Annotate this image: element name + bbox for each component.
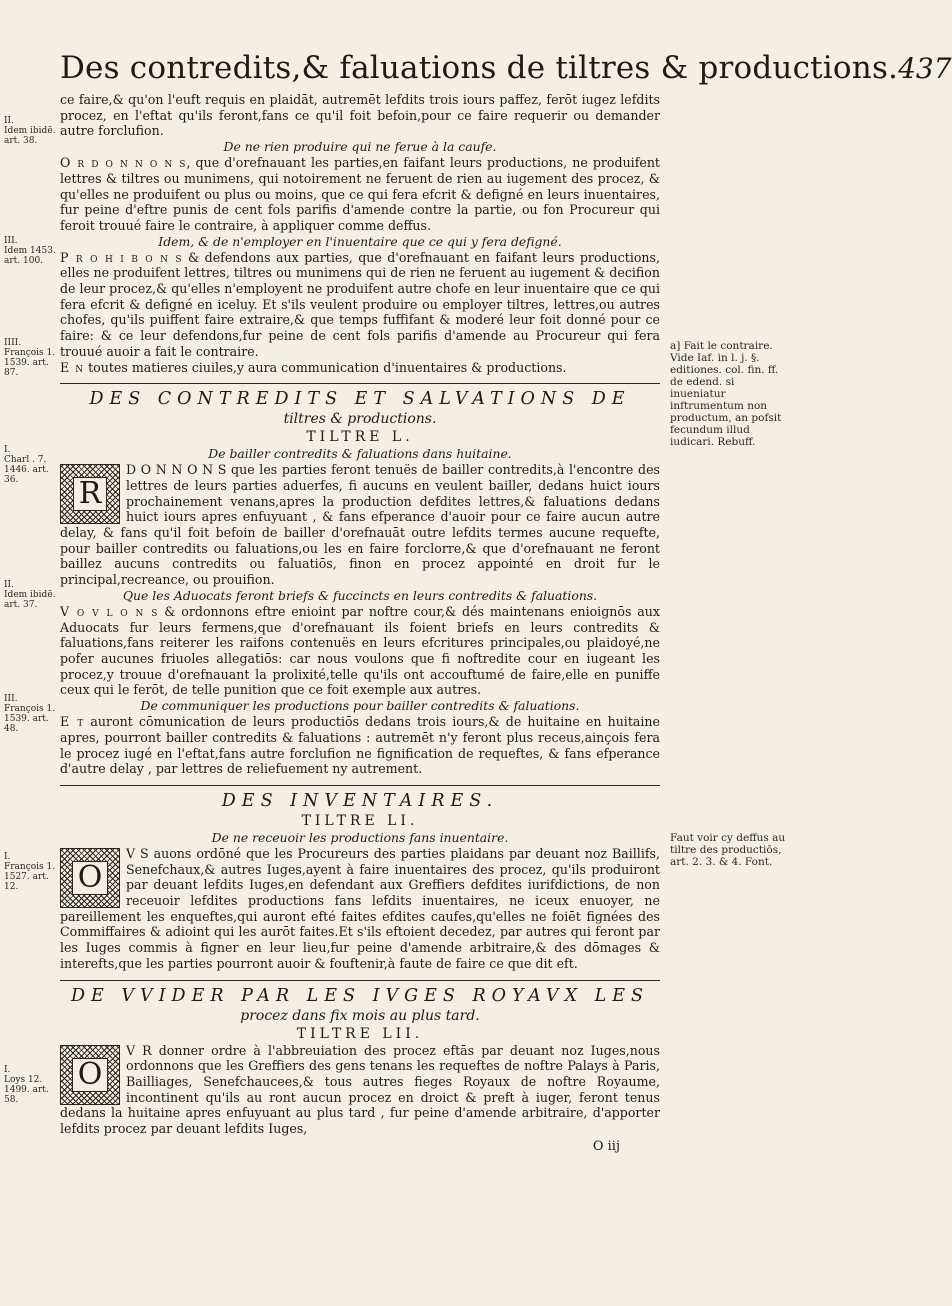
- section-number: TILTRE L.: [306, 429, 414, 446]
- paragraph: P r o h i b o n s & defendons aux parties, que d'orefnauant en faifant leurs productions, elles ne produifent lettres, tiltres ou munimens qui de rien ne feruent au iugement & decifion de leur procez,& qu'elles n'employent ne produifent autre chofe en leur inuentaire que ce qui fera efcrit & defigné en iceluy. Et s'ils veulent produire ou employer tiltres, lettres,ou autres chofes, qu'ils puiffent faire extraire,& que temps fuffifant & moderé leur foit donné pour ce faire: & ce leur defendons,fur peine de cent fols parifis d'amende au Procureur qui fera trouué auoir a fait le contraire.: [60, 249, 661, 359]
- margin-note: I. Loys 12. 1499. art. 58.: [4, 1065, 49, 1105]
- paragraph: O r d o n n o n s, que d'orefnauant les parties,en faifant leurs productions, ne produifent lettres & tiltres ou munimens, qui notoirement ne feruent de rien au iugement des procez, & qu'elles ne produifent ou plus ou moins, que ce qui fera efcrit & defigné en leurs inuentaires, fur peine d'eftre punis de cent fols parifis d'amende contre la partie, ou fon Procureur qui feroit trouué faire le contraire, à appliquer comme deffus.: [60, 155, 660, 233]
- paragraph: D O N N O N S que les parties feront tenuës de bailler contredits,à l'encontre des lettres de leurs parties aduerfes, fi aucuns en veulent bailler, dedans huict iours prochainement venans,apres la production defdites lettres,& faluations dedans huict iours apres enfuyuant , & fans efperance d'auoir pour ce faire aucun autre delay, & fans qu'il foit befoin de bailler d'orefnauāt outre lefdits termes aucune requefte, pour bailler contredits ou faluations,ou les en faire forclorre,& que d'orefnauant ne feront baillez aucuns contredits ou faluatiōs, finon en procez appointé en droit fur le principal,recreance, ou prouifion.: [60, 462, 660, 588]
- margin-note: II. Idem ibidē. art. 38.: [4, 116, 56, 146]
- rubric: De bailler contredits & faluations dans huitaine.: [208, 446, 512, 462]
- section-number: TILTRE LI.: [301, 812, 419, 829]
- section-rule: [60, 785, 660, 786]
- section-subtitle: tiltres & productions.: [283, 411, 437, 428]
- rubric: De ne receuoir les productions fans inuentaire.: [211, 829, 509, 845]
- rubric: De ne rien produire qui ne ferue à la caufe.: [223, 139, 497, 155]
- paragraph-with-initial: [60, 846, 660, 972]
- margin-note: II. Idem ibidē. art. 37.: [4, 580, 56, 610]
- margin-note: I. François 1. 1527. art. 12.: [4, 852, 56, 892]
- folio-number: 437: [898, 52, 952, 85]
- paragraph: V R donner ordre à l'abbreuiation des procez eftās par deuant noz Iuges,nous ordonnons que les Greffiers des gens tenans les requeftes de noftre Palays à Paris, Bailliages, Senefchaucees,& tous autres fieges Royaux de noftre Royaume, incontinent qu'ils au ront aucun procez en droict & preft à iuger, feront tenus dedans la huitaine apres enfuyuant au plus tard , fur peine d'amende arbitraire, d'apporter lefdits procez par deuant lefdits Iuges,: [60, 1042, 660, 1137]
- section-title: DES CONTREDITS ET SALVATIONS DE: [89, 389, 631, 410]
- rubric: Que les Aduocats feront briefs & fuccincts en leurs contredits & faluations.: [122, 587, 598, 603]
- section-rule: [60, 980, 660, 981]
- margin-note-right: a] Fait le contraire. Vide Iaf. in l. j. §. editiones. col. fin. ff. de edend. si inueniatur inftrumentum non productum, an pofsit fecundum illud iudicari. Rebuff.: [670, 340, 782, 448]
- section-title: DE VVIDER PAR LES IVGES ROYAVX LES: [71, 985, 649, 1006]
- section-subtitle: procez dans fix mois au plus tard.: [240, 1007, 480, 1024]
- margin-note: III. François 1. 1539. art. 48.: [4, 694, 56, 734]
- paragraph-with-initial: [60, 462, 660, 588]
- text-body: [60, 92, 660, 1154]
- rubric: De communiquer les productions pour bailler contredits & faluations.: [140, 698, 580, 714]
- paragraph: E t auront cōmunication de leurs productiōs dedans trois iours,& de huitaine en huitaine apres, pourront bailler contredits & faluations : autremēt n'y feront plus receus,ainçois fera le procez iugé en l'eftat,fans autre forclufion ne fignification de requeftes, & fans efperance d'autre delay , par lettres de reliefuement ny autrement.: [60, 714, 660, 777]
- section-title: DES INVENTAIRES.: [221, 790, 499, 811]
- running-header: [60, 50, 952, 90]
- section-number: TILTRE LII.: [296, 1025, 424, 1042]
- running-title: Des contredits,& faluations de tiltres & productions.: [60, 50, 899, 86]
- catchword: O iij: [592, 1138, 620, 1154]
- margin-note: IIII. François 1. 1539. art. 87.: [4, 338, 56, 378]
- paragraph: V o v l o n s & ordonnons eftre enioint par noftre cour,& dés maintenans enioignōs aux Aduocats fur leurs fermens,que d'orefnauant ils foient briefs en leurs contredits & faluations,fans reiterer les raifons contenuës en leurs efcritures principales,ou plaidoyé,ne pofer aucunes friuoles allegatiōs: car nous voulons que fi noftredite cour en iugeant les procez,y trouue d'orefnauant la prolixité,telle qu'ils ont accouftumé de faire,elle en puniffe ceux qui le ferōt, de telle punition que ce foit exemple aux autres.: [60, 603, 660, 698]
- paragraph: V S auons ordōné que les Procureurs des parties plaidans par deuant noz Baillifs, Senefchaux,& autres Iuges,ayent à faire inuentaires des procez, qu'ils produiront par deuant lefdits Iuges,en defendant aux Greffiers defdites iurifdictions, de non receuoir lefdites productions fans lefdits inuentaires, ne iceux enuoyer, ne pareillement les enqueftes,qui auront efté faites efdites caufes,qu'elles ne foiēt fignées des Commiffaires & adioint qui les aurōt faites.Et s'ils eftoient decedez, par autres qui feront par les Iuges commis à figner en leur lieu,fur peine d'amende arbitraire,& des dōmages & interefts,que les parties pourront auoir & fouftenir,à faute de faire ce que dit eft.: [60, 845, 660, 971]
- paragraph-with-initial: [60, 1043, 660, 1137]
- margin-note: I. Charl . 7. 1446. art. 36.: [4, 445, 49, 485]
- ornamental-initial-icon: O: [60, 1045, 120, 1105]
- rubric: Idem, & de n'employer en l'inuentaire que ce qui y fera defigné.: [158, 233, 562, 249]
- paragraph: E n toutes matieres ciuiles,y aura communication d'inuentaires & productions.: [60, 359, 567, 375]
- margin-note-right: Faut voir cy deffus au tiltre des productiōs, art. 2. 3. & 4. Font.: [670, 832, 786, 868]
- section-rule: [60, 383, 660, 384]
- ornamental-initial-icon: O: [60, 848, 120, 908]
- margin-note: III. Idem 1453. art. 100.: [4, 236, 56, 266]
- paragraph: ce faire,& qu'on l'euft requis en plaidāt, autremēt lefdits trois iours paffez, ferōt iugez lefdits procez, en l'eftat qu'ils feront,fans ce qu'il foit befoin,pour ce faire requerir ou demander autre forclufion.: [60, 92, 660, 139]
- ornamental-initial-icon: R: [60, 464, 120, 524]
